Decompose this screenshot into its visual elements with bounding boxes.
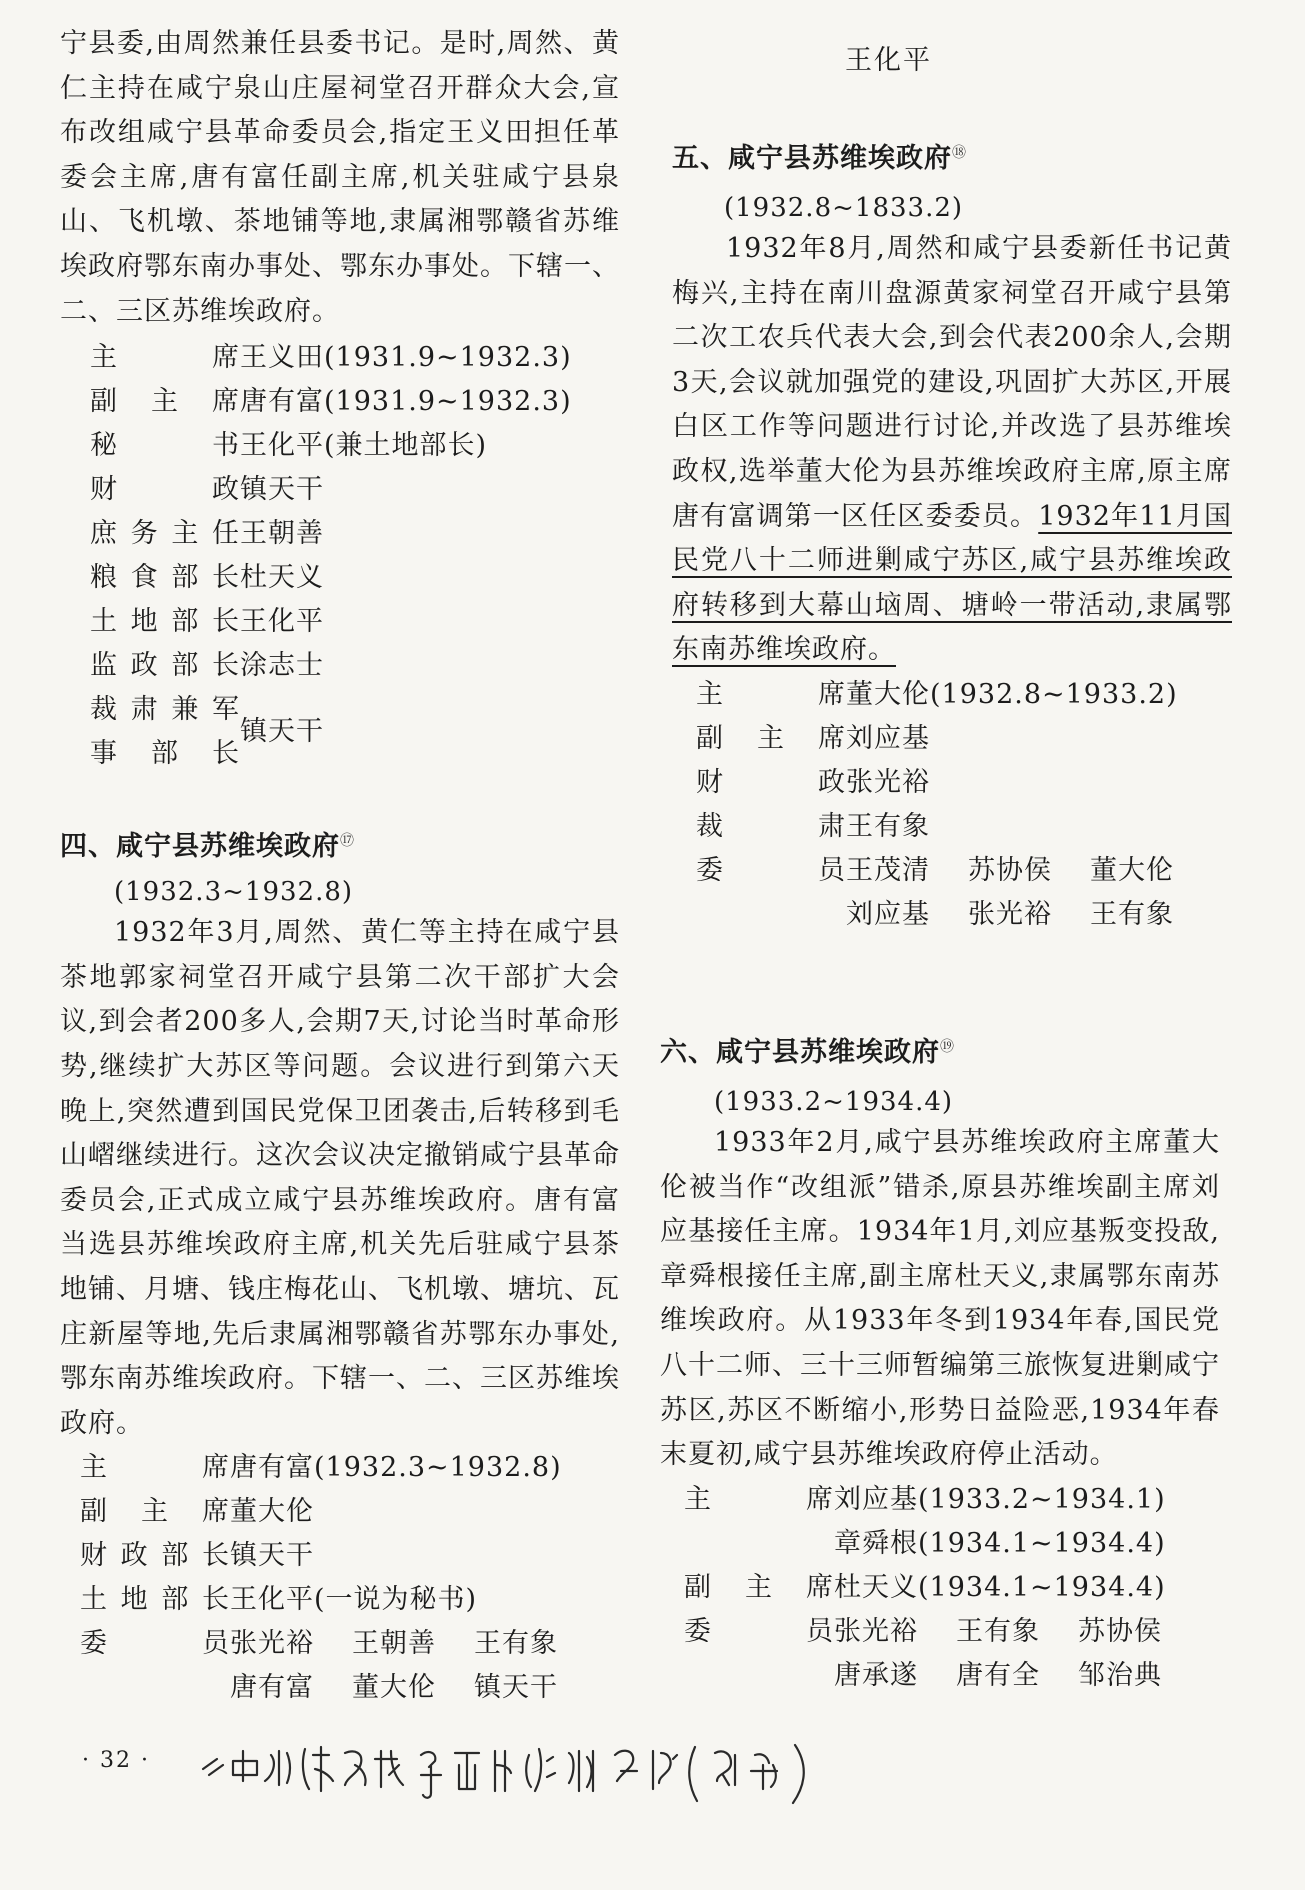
role-label: 土 地 部 长 — [90, 606, 240, 638]
member-name: 唐有富(1931.9~1932.3) — [240, 386, 572, 418]
roster-row — [696, 717, 1232, 761]
role-label: 主 席 — [684, 1483, 834, 1515]
member-name: 唐有富 — [230, 1672, 314, 1704]
role-label: 委 员 — [80, 1628, 230, 1660]
roster-row — [80, 1578, 620, 1622]
member-name: 刘应基 — [846, 898, 930, 930]
roster-row — [80, 1446, 620, 1490]
member-name: 王有象 — [474, 1628, 558, 1660]
member-name: 镇天干 — [474, 1672, 558, 1704]
member-names — [846, 805, 1232, 849]
member-names — [834, 1654, 1220, 1698]
continuation-name: 王化平 — [845, 45, 932, 76]
footnote-mark: ⑲ — [940, 1039, 955, 1055]
member-name: 苏协侯 — [968, 854, 1052, 886]
page-number: · 32 · — [82, 1748, 150, 1773]
roster-row — [80, 1534, 620, 1578]
roster-row — [80, 1622, 620, 1666]
member-name: 唐有全 — [956, 1659, 1040, 1691]
member-name: 王有象 — [846, 810, 930, 842]
role-label: 主 席 — [80, 1452, 230, 1484]
member-names — [834, 1478, 1220, 1522]
underlined-passage: 1932年11月国民党八十二师进剿咸宁苏区,咸宁县苏维埃政府转移到大幕山垴周、塘岭一带活动,隶属鄂东南苏维埃政府。 — [672, 500, 1232, 666]
role-label: 副 主 席 — [684, 1571, 834, 1603]
member-name: 王朝善 — [240, 518, 324, 550]
member-names — [230, 1622, 620, 1666]
role-label — [90, 688, 240, 776]
role-label: 粮 食 部 长 — [90, 562, 240, 594]
roster-row — [90, 380, 620, 424]
member-names — [230, 1534, 620, 1578]
member-name: 涂志士 — [240, 650, 324, 682]
member-names — [834, 1566, 1220, 1610]
roster-row — [80, 1490, 620, 1534]
roster-row — [684, 1654, 1220, 1698]
role-label: 委 员 — [696, 854, 846, 886]
member-name: 王有象 — [1090, 898, 1174, 930]
role-line: 事 部 长 — [90, 738, 240, 770]
roster-section3 — [60, 336, 620, 776]
member-name: 杜天义 — [240, 562, 324, 594]
member-names — [846, 761, 1232, 805]
member-name: 王化平(兼土地部长) — [240, 430, 488, 462]
member-name: 唐承遂 — [834, 1659, 918, 1691]
member-name: 杜天义(1934.1~1934.4) — [834, 1571, 1166, 1603]
member-names — [230, 1490, 620, 1534]
member-name: 张光裕 — [968, 898, 1052, 930]
member-names — [846, 673, 1232, 717]
role-label: 副 主 席 — [696, 722, 846, 754]
member-name: 王有象 — [956, 1615, 1040, 1647]
section4 — [60, 824, 620, 1710]
roster-section5 — [672, 673, 1232, 937]
member-name: 苏协侯 — [1078, 1615, 1162, 1647]
roster-row — [684, 1566, 1220, 1610]
member-name: 镇天干 — [240, 474, 324, 506]
member-name: 董大伦 — [352, 1672, 436, 1704]
role-label: 副 主 席 — [80, 1496, 230, 1528]
left-column — [60, 0, 620, 1710]
member-name: 张光裕 — [846, 766, 930, 798]
footnote-mark: ⑰ — [340, 833, 355, 850]
member-names — [230, 1578, 620, 1622]
section-paragraph: 1932年3月,周然、黄仁等主持在咸宁县茶地郭家祠堂召开咸宁县第二次干部扩大会议,到会者200多人,会期7天,讨论当时革命形势,继续扩大苏区等问题。会议进行到第六天晚上,突然遭到国民党保卫团袭击,后转移到毛山嶍继续进行。这次会议决定撤销咸宁县革命委员会,正式成立咸宁县苏维埃政府。唐有富当选县苏维埃政府主席,机关先后驻咸宁县茶地铺、月塘、钱庄梅花山、飞机墩、塘坑、瓦庄新屋等地,先后隶属湘鄂赣省苏鄂东办事处,鄂东南苏维埃政府。下辖一、二、三区苏维埃政府。 — [60, 917, 620, 1439]
role-label: 财 政 — [696, 766, 846, 798]
roster-row — [80, 1666, 620, 1710]
roster-row — [90, 600, 620, 644]
member-name: 董大伦(1932.8~1933.2) — [846, 678, 1178, 710]
role-line: 裁 肃 兼 军 — [90, 694, 240, 726]
member-names — [230, 1666, 620, 1710]
member-names — [846, 849, 1232, 893]
roster-row — [696, 805, 1232, 849]
roster-row — [90, 336, 620, 380]
roster-row — [696, 893, 1232, 937]
member-name: 王义田(1931.9~1932.3) — [240, 342, 572, 374]
role-label: 副 主 席 — [90, 386, 240, 418]
member-names — [834, 1610, 1220, 1654]
roster-row — [684, 1478, 1220, 1522]
roster-row — [90, 468, 620, 512]
handwritten-note — [195, 1725, 955, 1815]
roster-row — [684, 1610, 1220, 1654]
roster-row — [90, 512, 620, 556]
member-name: 王茂清 — [846, 854, 930, 886]
roster-section4 — [60, 1446, 620, 1710]
roster-row — [696, 761, 1232, 805]
section-period: (1933.2~1934.4) — [714, 1087, 954, 1117]
roster-row — [90, 424, 620, 468]
section-heading: 六、咸宁县苏维埃政府⑲ — [660, 1037, 955, 1068]
member-name: 张光裕 — [230, 1628, 314, 1660]
section6 — [660, 1030, 1220, 1698]
member-name: 王化平(一说为秘书) — [230, 1584, 478, 1616]
member-name: 张光裕 — [834, 1615, 918, 1647]
intro-paragraph: 宁县委,由周然兼任县委书记。是时,周然、黄仁主持在咸宁泉山庄屋祠堂召开群众大会,宣布改组咸宁县革命委员会,指定王义田担任革委会主席,唐有富任副主席,机关驻咸宁县泉山、飞机墩、茶地铺等地,隶属湘鄂赣省苏维埃政府鄂东南办事处、鄂东办事处。下辖一、二、三区苏维埃政府。 — [60, 28, 620, 327]
member-name: 镇天干 — [240, 716, 324, 748]
roster-row — [90, 688, 620, 776]
role-label: 秘 书 — [90, 430, 240, 462]
section-paragraph: 1932年8月,周然和咸宁县委新任书记黄梅兴,主持在南川盘源黄家祠堂召开咸宁县第二次工农兵代表大会,到会代表200余人,会期3天,会议就加强党的建设,巩固扩大苏区,开展白区工作等问题进行讨论,并改选了县苏维埃政权,选举董大伦为县苏维埃政府主席,原主席唐有富调第一区任区委委员。1932年11月国民党八十二师进剿咸宁苏区,咸宁县苏维埃政府转移到大幕山垴周、塘岭一带活动,隶属鄂东南苏维埃政府。 — [672, 233, 1232, 666]
member-name: 刘应基 — [846, 722, 930, 754]
section-heading: 五、咸宁县苏维埃政府⑱ — [672, 143, 967, 174]
role-label: 主 席 — [90, 342, 240, 374]
role-label: 委 员 — [684, 1615, 834, 1647]
section-paragraph: 1933年2月,咸宁县苏维埃政府主席董大伦被当作“改组派”错杀,原县苏维埃副主席刘应基接任主席。1934年1月,刘应基叛变投敌,章舜根接任主席,副主席杜天义,隶属鄂东南苏维埃政府。从1933年冬到1934年春,国民党八十二师、三十三师暂编第三旅恢复进剿咸宁苏区,苏区不断缩小,形势日益险恶,1934年春末夏初,咸宁县苏维埃政府停止活动。 — [660, 1127, 1220, 1471]
roster-row — [90, 644, 620, 688]
role-label: 主 席 — [696, 678, 846, 710]
roster-section6 — [660, 1478, 1220, 1698]
member-name: 刘应基(1933.2~1934.1) — [834, 1483, 1166, 1515]
section-heading: 四、咸宁县苏维埃政府⑰ — [60, 831, 355, 863]
role-label: 监 政 部 长 — [90, 650, 240, 682]
roster-row — [684, 1522, 1220, 1566]
roster-row — [696, 849, 1232, 893]
role-label: 财 政 — [90, 474, 240, 506]
role-label: 裁 肃 — [696, 810, 846, 842]
section-period: (1932.8~1833.2) — [724, 193, 964, 223]
role-label: 财 政 部 长 — [80, 1540, 230, 1572]
section5 — [672, 136, 1232, 937]
member-names — [846, 893, 1232, 937]
member-name: 镇天干 — [230, 1540, 314, 1572]
member-names — [846, 717, 1232, 761]
member-name: 唐有富(1932.3~1932.8) — [230, 1452, 562, 1484]
role-label: 土 地 部 长 — [80, 1584, 230, 1616]
footnote-mark: ⑱ — [952, 145, 967, 161]
member-name: 王朝善 — [352, 1628, 436, 1660]
roster-row — [90, 556, 620, 600]
member-name: 邹治典 — [1078, 1659, 1162, 1691]
roster-row — [696, 673, 1232, 717]
member-name: 王化平 — [240, 606, 324, 638]
section-period: (1932.3~1932.8) — [114, 877, 354, 908]
member-names — [230, 1446, 620, 1490]
member-name: 章舜根(1934.1~1934.4) — [834, 1527, 1166, 1559]
member-name: 董大伦 — [230, 1496, 314, 1528]
role-label: 庶 务 主 任 — [90, 518, 240, 550]
member-names — [834, 1522, 1220, 1566]
member-name: 董大伦 — [1090, 854, 1174, 886]
